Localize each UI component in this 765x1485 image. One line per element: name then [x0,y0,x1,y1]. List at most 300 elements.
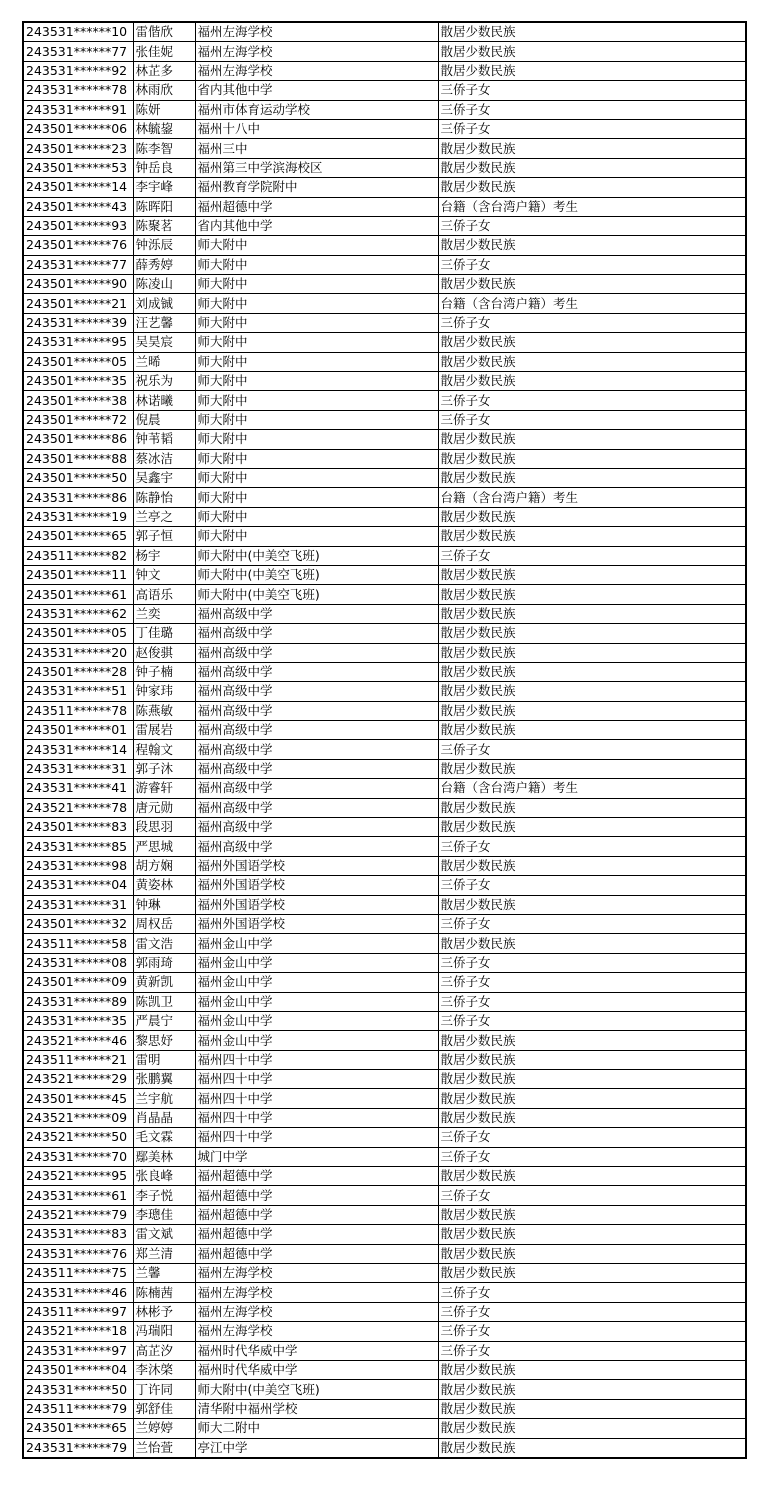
table-row [23,1419,746,1438]
candidate-id-cell: 243501******09 [23,973,133,992]
school-name-cell: 福州四十中学 [195,1108,438,1127]
school-name-cell: 福州金山中学 [195,1011,438,1030]
student-name-cell: 黄姿林 [133,876,195,895]
candidate-id-cell: 243531******61 [23,1186,133,1205]
student-name-cell: 林毓鋆 [133,119,195,138]
category-cell: 散居少数民族 [438,1050,746,1069]
table-row [23,197,746,216]
table-row [23,158,746,177]
table-row [23,1147,746,1166]
roster-table [22,21,747,1459]
school-name-cell: 师大附中(中美空飞班) [195,546,438,565]
table-row [23,992,746,1011]
candidate-id-cell: 243501******90 [23,275,133,294]
table-row [23,643,746,662]
student-name-cell: 鄢美林 [133,1147,195,1166]
school-name-cell: 师大附中 [195,507,438,526]
category-cell: 三侨子女 [438,216,746,235]
student-name-cell: 钟子楠 [133,662,195,681]
candidate-id-cell: 243531******83 [23,1225,133,1244]
school-name-cell: 福州第三中学滨海校区 [195,158,438,177]
category-cell: 散居少数民族 [438,721,746,740]
table-row [23,410,746,429]
student-name-cell: 冯瑞阳 [133,1322,195,1341]
category-cell: 三侨子女 [438,1011,746,1030]
student-name-cell: 陈凯卫 [133,992,195,1011]
school-name-cell: 福州高级中学 [195,837,438,856]
candidate-id-cell: 243531******86 [23,488,133,507]
table-row [23,1264,746,1283]
candidate-id-cell: 243501******72 [23,410,133,429]
school-name-cell: 福州左海学校 [195,1302,438,1321]
candidate-id-cell: 243501******28 [23,662,133,681]
category-cell: 三侨子女 [438,119,746,138]
school-name-cell: 师大附中 [195,391,438,410]
category-cell: 散居少数民族 [438,934,746,953]
category-cell: 散居少数民族 [438,1070,746,1089]
school-name-cell: 福州三中 [195,139,438,158]
candidate-id-cell: 243501******65 [23,1419,133,1438]
candidate-id-cell: 243511******97 [23,1302,133,1321]
table-row [23,1089,746,1108]
table-row [23,333,746,352]
student-name-cell: 肖晶晶 [133,1108,195,1127]
school-name-cell: 福州高级中学 [195,759,438,778]
student-name-cell: 高芷汐 [133,1341,195,1360]
candidate-id-cell: 243501******04 [23,1360,133,1379]
category-cell: 台籍（含台湾户籍）考生 [438,779,746,798]
student-name-cell: 高语乐 [133,585,195,604]
student-name-cell: 雷文浩 [133,934,195,953]
student-name-cell: 林彬予 [133,1302,195,1321]
candidate-id-cell: 243501******38 [23,391,133,410]
table-row [23,178,746,197]
table-row [23,565,746,584]
table-row [23,468,746,487]
school-name-cell: 师大附中 [195,449,438,468]
candidate-id-cell: 243531******19 [23,507,133,526]
table-row [23,352,746,371]
student-name-cell: 倪晨 [133,410,195,429]
candidate-id-cell: 243531******04 [23,876,133,895]
candidate-id-cell: 243531******91 [23,100,133,119]
student-name-cell: 祝乐为 [133,372,195,391]
candidate-id-cell: 243521******18 [23,1322,133,1341]
category-cell: 三侨子女 [438,876,746,895]
school-name-cell: 福州金山中学 [195,934,438,953]
school-name-cell: 福州左海学校 [195,1264,438,1283]
category-cell: 散居少数民族 [438,61,746,80]
category-cell: 三侨子女 [438,837,746,856]
category-cell: 散居少数民族 [438,507,746,526]
student-name-cell: 陈聚茗 [133,216,195,235]
candidate-id-cell: 243501******14 [23,178,133,197]
table-row [23,1108,746,1127]
student-name-cell: 陈李智 [133,139,195,158]
student-name-cell: 丁佳璐 [133,624,195,643]
category-cell: 散居少数民族 [438,1167,746,1186]
school-name-cell: 福州左海学校 [195,1322,438,1341]
category-cell: 散居少数民族 [438,1089,746,1108]
student-name-cell: 兰亭之 [133,507,195,526]
table-row [23,1050,746,1069]
student-name-cell: 郑兰清 [133,1244,195,1263]
candidate-id-cell: 243501******76 [23,236,133,255]
table-row [23,1283,746,1302]
category-cell: 散居少数民族 [438,158,746,177]
school-name-cell: 师大附中 [195,294,438,313]
school-name-cell: 福州外国语学校 [195,914,438,933]
candidate-id-cell: 243531******46 [23,1283,133,1302]
student-name-cell: 兰奕 [133,604,195,623]
category-cell: 三侨子女 [438,410,746,429]
candidate-id-cell: 243501******53 [23,158,133,177]
candidate-id-cell: 243501******35 [23,372,133,391]
candidate-id-cell: 243521******79 [23,1205,133,1224]
student-name-cell: 郭雨琦 [133,953,195,972]
student-name-cell: 程翰文 [133,740,195,759]
table-row [23,527,746,546]
table-row [23,682,746,701]
student-name-cell: 胡方娴 [133,856,195,875]
school-name-cell: 福州左海学校 [195,22,438,42]
student-name-cell: 兰晞 [133,352,195,371]
school-name-cell: 师大附中 [195,333,438,352]
school-name-cell: 福州超德中学 [195,1167,438,1186]
student-name-cell: 陈晖阳 [133,197,195,216]
category-cell: 散居少数民族 [438,759,746,778]
category-cell: 散居少数民族 [438,372,746,391]
category-cell: 三侨子女 [438,992,746,1011]
school-name-cell: 师大附中 [195,275,438,294]
school-name-cell: 师大附中 [195,527,438,546]
category-cell: 散居少数民族 [438,22,746,42]
table-row [23,721,746,740]
category-cell: 散居少数民族 [438,662,746,681]
table-row [23,275,746,294]
category-cell: 散居少数民族 [438,798,746,817]
category-cell: 散居少数民族 [438,856,746,875]
category-cell: 散居少数民族 [438,1419,746,1438]
table-row [23,236,746,255]
category-cell: 散居少数民族 [438,818,746,837]
student-name-cell: 严晨宁 [133,1011,195,1030]
category-cell: 散居少数民族 [438,1205,746,1224]
candidate-id-cell: 243531******35 [23,1011,133,1030]
roster-table-body [23,22,746,1458]
school-name-cell: 福州高级中学 [195,662,438,681]
student-name-cell: 兰宇航 [133,1089,195,1108]
candidate-id-cell: 243531******79 [23,1438,133,1458]
school-name-cell: 福州外国语学校 [195,895,438,914]
candidate-id-cell: 243531******70 [23,1147,133,1166]
candidate-id-cell: 243531******31 [23,895,133,914]
table-row [23,759,746,778]
category-cell: 散居少数民族 [438,565,746,584]
school-name-cell: 师大附中 [195,372,438,391]
student-name-cell: 严思城 [133,837,195,856]
school-name-cell: 省内其他中学 [195,81,438,100]
school-name-cell: 福州左海学校 [195,42,438,61]
table-row [23,139,746,158]
table-row [23,372,746,391]
candidate-id-cell: 243531******14 [23,740,133,759]
student-name-cell: 李子悦 [133,1186,195,1205]
table-row [23,1302,746,1321]
candidate-id-cell: 243531******62 [23,604,133,623]
table-row [23,294,746,313]
school-name-cell: 师大附中 [195,468,438,487]
table-row [23,1399,746,1418]
candidate-id-cell: 243531******08 [23,953,133,972]
category-cell: 三侨子女 [438,1302,746,1321]
table-row [23,1205,746,1224]
student-name-cell: 陈静怡 [133,488,195,507]
student-name-cell: 游睿轩 [133,779,195,798]
category-cell: 散居少数民族 [438,701,746,720]
candidate-id-cell: 243501******61 [23,585,133,604]
candidate-id-cell: 243531******50 [23,1380,133,1399]
table-row [23,953,746,972]
category-cell: 三侨子女 [438,1186,746,1205]
category-cell: 散居少数民族 [438,178,746,197]
candidate-id-cell: 243521******46 [23,1031,133,1050]
student-name-cell: 丁许同 [133,1380,195,1399]
table-row [23,119,746,138]
category-cell: 三侨子女 [438,313,746,332]
student-name-cell: 张良峰 [133,1167,195,1186]
school-name-cell: 福州超德中学 [195,1205,438,1224]
student-name-cell: 李璁佳 [133,1205,195,1224]
school-name-cell: 师大附中(中美空飞班) [195,565,438,584]
category-cell: 散居少数民族 [438,275,746,294]
category-cell: 散居少数民族 [438,682,746,701]
candidate-id-cell: 243531******77 [23,42,133,61]
school-name-cell: 福州左海学校 [195,1283,438,1302]
table-row [23,1380,746,1399]
school-name-cell: 福州超德中学 [195,1244,438,1263]
student-name-cell: 郭子沐 [133,759,195,778]
student-name-cell: 郭舒佳 [133,1399,195,1418]
category-cell: 散居少数民族 [438,468,746,487]
student-name-cell: 张鹏翼 [133,1070,195,1089]
student-name-cell: 陈凌山 [133,275,195,294]
category-cell: 散居少数民族 [438,1438,746,1458]
school-name-cell: 福州高级中学 [195,798,438,817]
table-row [23,216,746,235]
table-row [23,507,746,526]
category-cell: 散居少数民族 [438,1399,746,1418]
category-cell: 散居少数民族 [438,1244,746,1263]
category-cell: 三侨子女 [438,81,746,100]
table-row [23,22,746,42]
student-name-cell: 郭子恒 [133,527,195,546]
school-name-cell: 师大附中(中美空飞班) [195,1380,438,1399]
table-row [23,740,746,759]
student-name-cell: 张佳妮 [133,42,195,61]
student-name-cell: 陈燕敏 [133,701,195,720]
student-name-cell: 李宇峰 [133,178,195,197]
table-row [23,1167,746,1186]
student-name-cell: 钟苇韬 [133,430,195,449]
student-name-cell: 钟泺辰 [133,236,195,255]
school-name-cell: 城门中学 [195,1147,438,1166]
candidate-id-cell: 243501******83 [23,818,133,837]
category-cell: 散居少数民族 [438,236,746,255]
candidate-id-cell: 243501******23 [23,139,133,158]
candidate-id-cell: 243501******21 [23,294,133,313]
school-name-cell: 福州高级中学 [195,818,438,837]
student-name-cell: 吴鑫宇 [133,468,195,487]
candidate-id-cell: 243501******86 [23,430,133,449]
school-name-cell: 福州十八中 [195,119,438,138]
category-cell: 散居少数民族 [438,139,746,158]
category-cell: 散居少数民族 [438,352,746,371]
category-cell: 三侨子女 [438,740,746,759]
school-name-cell: 福州高级中学 [195,624,438,643]
category-cell: 三侨子女 [438,1147,746,1166]
table-row [23,1438,746,1458]
candidate-id-cell: 243531******10 [23,22,133,42]
school-name-cell: 师大附中 [195,430,438,449]
student-name-cell: 林诺曦 [133,391,195,410]
school-name-cell: 福州四十中学 [195,1050,438,1069]
school-name-cell: 师大二附中 [195,1419,438,1438]
school-name-cell: 福州四十中学 [195,1089,438,1108]
category-cell: 三侨子女 [438,391,746,410]
school-name-cell: 福州金山中学 [195,953,438,972]
category-cell: 台籍（含台湾户籍）考生 [438,294,746,313]
table-row [23,430,746,449]
table-row [23,934,746,953]
student-name-cell: 黄新凯 [133,973,195,992]
category-cell: 散居少数民族 [438,430,746,449]
category-cell: 三侨子女 [438,1283,746,1302]
school-name-cell: 福州左海学校 [195,61,438,80]
candidate-id-cell: 243531******89 [23,992,133,1011]
table-row [23,779,746,798]
candidate-id-cell: 243531******41 [23,779,133,798]
category-cell: 散居少数民族 [438,42,746,61]
table-row [23,42,746,61]
candidate-id-cell: 243531******78 [23,81,133,100]
candidate-id-cell: 243501******11 [23,565,133,584]
table-row [23,1031,746,1050]
student-name-cell: 林芷多 [133,61,195,80]
candidate-id-cell: 243531******85 [23,837,133,856]
student-name-cell: 薛秀婷 [133,255,195,274]
candidate-id-cell: 243501******06 [23,119,133,138]
category-cell: 三侨子女 [438,953,746,972]
table-row [23,313,746,332]
candidate-id-cell: 243531******76 [23,1244,133,1263]
table-row [23,61,746,80]
candidate-id-cell: 243531******77 [23,255,133,274]
table-row [23,818,746,837]
category-cell: 台籍（含台湾户籍）考生 [438,197,746,216]
category-cell: 散居少数民族 [438,527,746,546]
table-row [23,546,746,565]
school-name-cell: 师大附中 [195,410,438,429]
school-name-cell: 福州高级中学 [195,779,438,798]
student-name-cell: 段思羽 [133,818,195,837]
category-cell: 散居少数民族 [438,1380,746,1399]
school-name-cell: 福州金山中学 [195,973,438,992]
candidate-id-cell: 243531******20 [23,643,133,662]
student-name-cell: 蔡冰洁 [133,449,195,468]
school-name-cell: 省内其他中学 [195,216,438,235]
candidate-id-cell: 243531******51 [23,682,133,701]
candidate-id-cell: 243501******45 [23,1089,133,1108]
table-row [23,391,746,410]
category-cell: 散居少数民族 [438,449,746,468]
category-cell: 三侨子女 [438,1341,746,1360]
table-row [23,914,746,933]
school-name-cell: 福州外国语学校 [195,876,438,895]
student-name-cell: 周权岳 [133,914,195,933]
table-row [23,1244,746,1263]
candidate-id-cell: 243521******95 [23,1167,133,1186]
student-name-cell: 钟家玮 [133,682,195,701]
category-cell: 散居少数民族 [438,1264,746,1283]
table-row [23,876,746,895]
category-cell: 散居少数民族 [438,1360,746,1379]
student-name-cell: 林雨欣 [133,81,195,100]
category-cell: 散居少数民族 [438,624,746,643]
category-cell: 散居少数民族 [438,1031,746,1050]
candidate-id-cell: 243531******98 [23,856,133,875]
table-row [23,1186,746,1205]
school-name-cell: 福州时代华威中学 [195,1360,438,1379]
category-cell: 散居少数民族 [438,895,746,914]
category-cell: 三侨子女 [438,1128,746,1147]
candidate-id-cell: 243521******50 [23,1128,133,1147]
candidate-id-cell: 243531******97 [23,1341,133,1360]
candidate-id-cell: 243511******78 [23,701,133,720]
student-name-cell: 唐元勋 [133,798,195,817]
student-name-cell: 吴昊宸 [133,333,195,352]
student-name-cell: 钟岳良 [133,158,195,177]
candidate-id-cell: 243521******09 [23,1108,133,1127]
candidate-id-cell: 243501******88 [23,449,133,468]
school-name-cell: 福州高级中学 [195,721,438,740]
student-name-cell: 陈楠茜 [133,1283,195,1302]
table-row [23,701,746,720]
category-cell: 散居少数民族 [438,604,746,623]
category-cell: 台籍（含台湾户籍）考生 [438,488,746,507]
table-row [23,604,746,623]
candidate-id-cell: 243501******05 [23,624,133,643]
candidate-id-cell: 243511******21 [23,1050,133,1069]
table-row [23,895,746,914]
student-name-cell: 赵俊骐 [133,643,195,662]
school-name-cell: 福州超德中学 [195,197,438,216]
candidate-id-cell: 243501******01 [23,721,133,740]
table-row [23,449,746,468]
category-cell: 三侨子女 [438,100,746,119]
student-name-cell: 钟文 [133,565,195,584]
table-row [23,1322,746,1341]
table-row [23,837,746,856]
table-row [23,1360,746,1379]
student-name-cell: 雷明 [133,1050,195,1069]
category-cell: 三侨子女 [438,914,746,933]
table-row [23,1128,746,1147]
student-name-cell: 汪艺馨 [133,313,195,332]
candidate-id-cell: 243531******31 [23,759,133,778]
school-name-cell: 福州金山中学 [195,1031,438,1050]
candidate-id-cell: 243521******29 [23,1070,133,1089]
